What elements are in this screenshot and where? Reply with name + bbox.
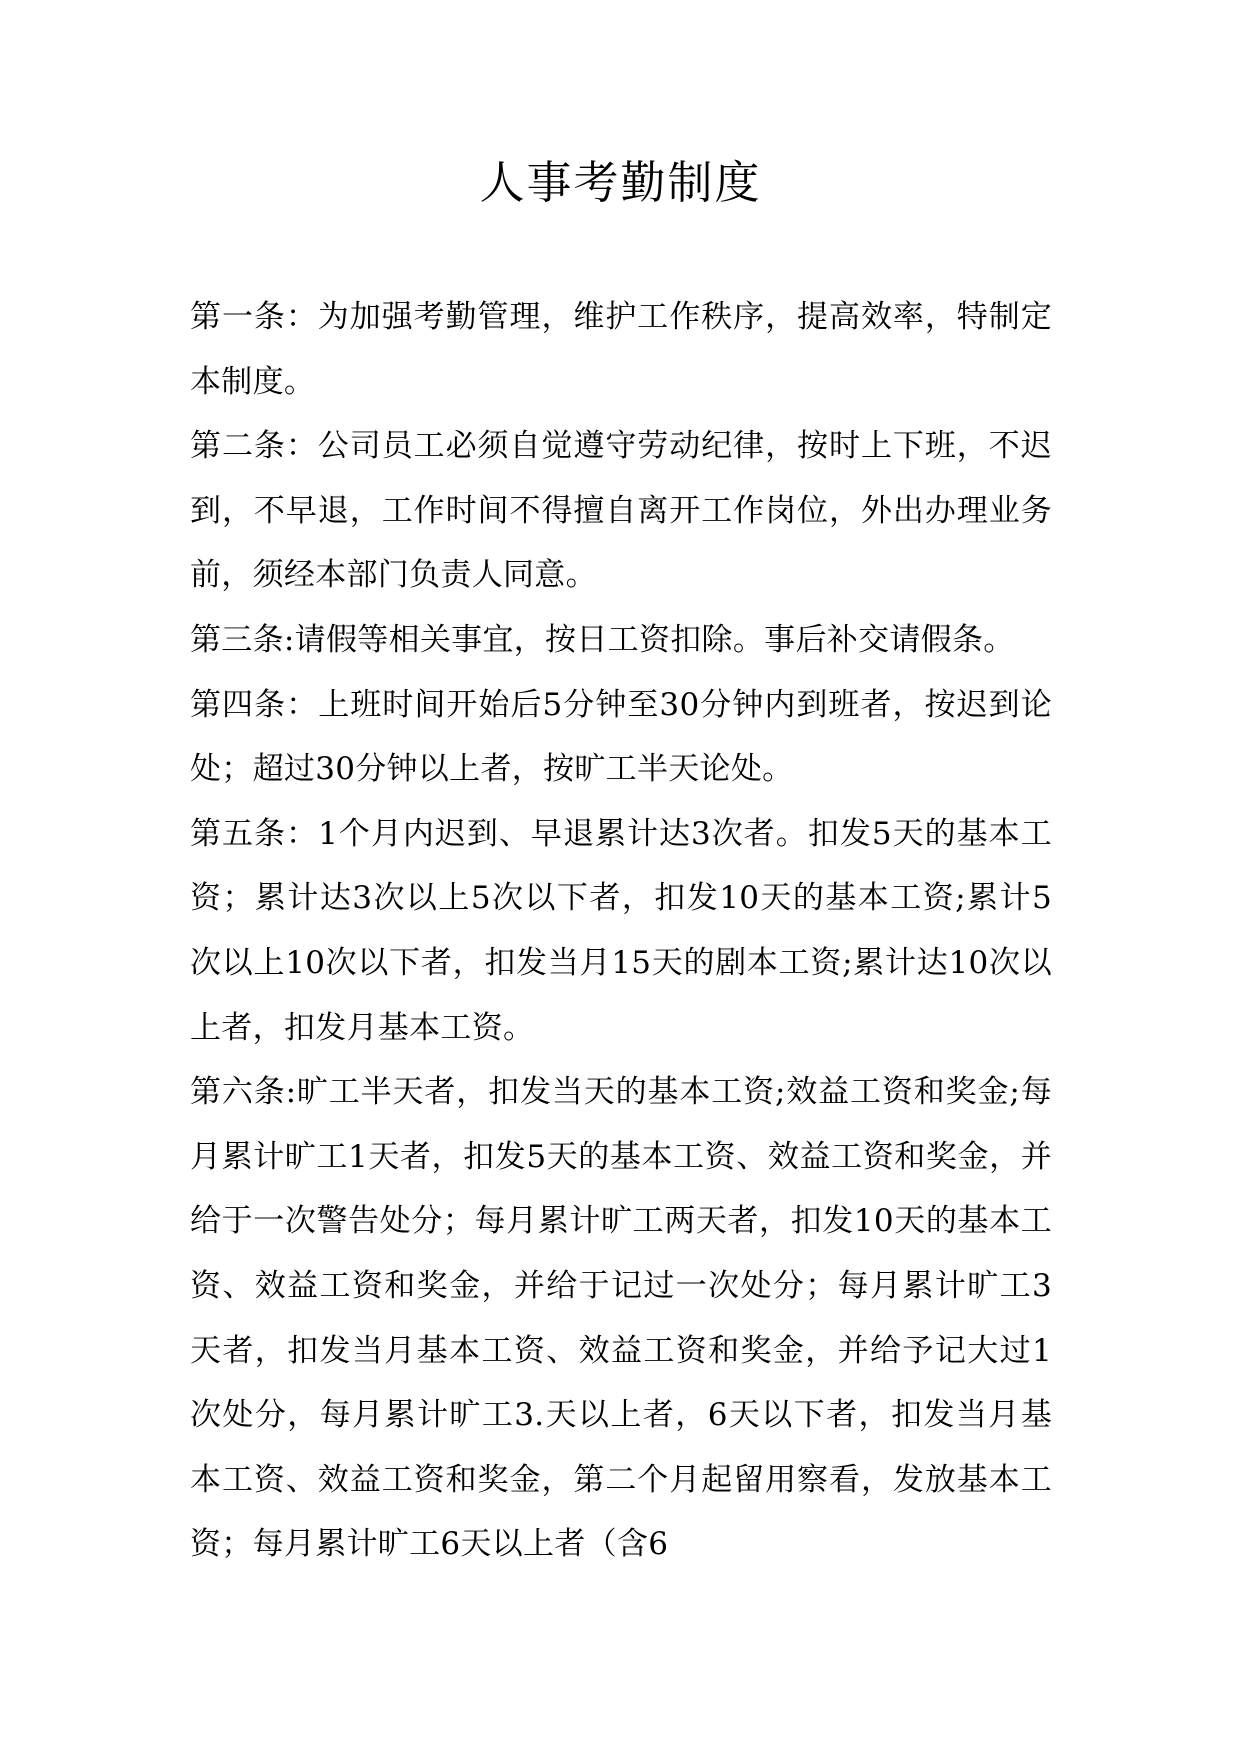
- article-3: 第三条:请假等相关事宜，按日工资扣除。事后补交请假条。: [190, 621, 1015, 658]
- article-2: 第二条：公司员工必须自觉遵守劳动纪律，按时上下班，不迟到，不早退，工作时间不得擅自离开工作岗位，外出办理业务前，须经本部门负责人同意。: [190, 428, 1052, 594]
- article-4: 第四条：上班时间开始后5分钟至30分钟内到班者，按迟到论处；超过30分钟以上者，按旷工半天论处。: [190, 686, 1052, 788]
- document-title: 人事考勤制度: [479, 156, 762, 209]
- article-6: 第六条:旷工半天者，扣发当天的基本工资;效益工资和奖金;每月累计旷工1天者，扣发5天的基本工资、效益工资和奖金，并给于一次警告处分；每月累计旷工两天者，扣发10天的基本工资、效益工资和奖金，并给于记过一次处分；每月累计旷工3天者，扣发当月基本工资、效益工资和奖金，并给予记大过1次处分，每月累计旷工3.天以上者，6天以下者，扣发当月基本工资、效益工资和奖金，第二个月起留用察看，发放基本工资；每月累计旷工6天以上者（含6: [190, 1074, 1052, 1563]
- article-5: 第五条：1个月内迟到、早退累计达3次者。扣发5天的基本工资；累计达3次以上5次以下者，扣发10天的基本工资;累计5次以上10次以下者，扣发当月15天的剧本工资;累计达10次以上者，扣发月基本工资。: [190, 815, 1052, 1046]
- article-1: 第一条：为加强考勤管理，维护工作秩序，提高效率，特制定本制度。: [190, 299, 1052, 400]
- document-body: [190, 285, 1052, 1577]
